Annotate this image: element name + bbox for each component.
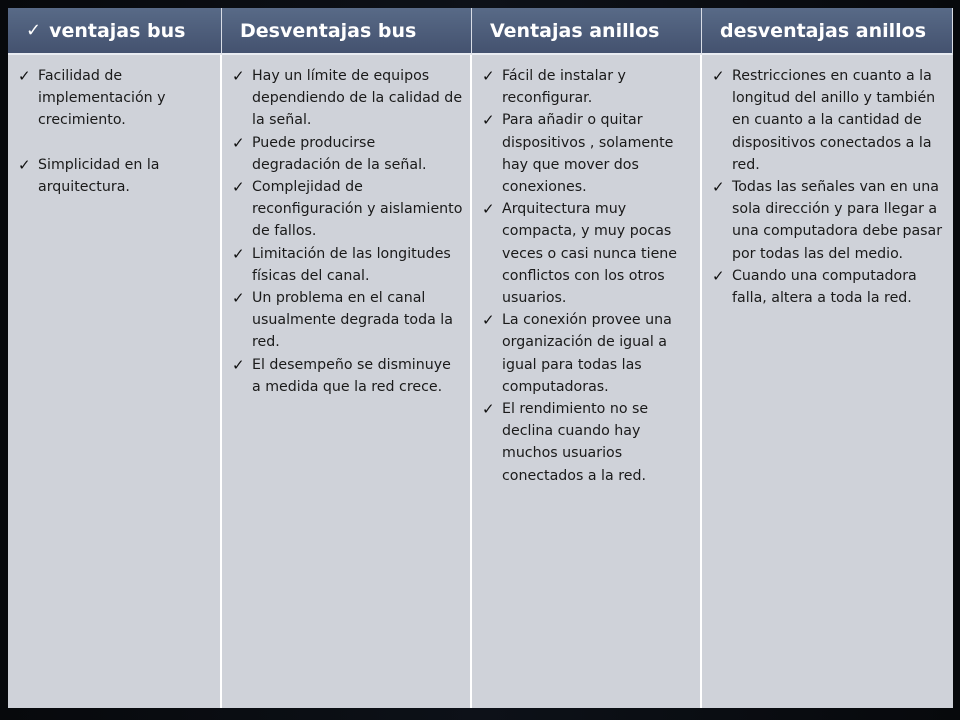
check-mark-icon: ✓ [482, 400, 495, 419]
cell-ventajas-bus [8, 55, 222, 708]
check-mark-icon: ✓ [712, 266, 725, 285]
list-item: ✓ Hay un límite de equipos dependiendo de la calidad de la señal. [232, 67, 463, 129]
list-item: ✓ El rendimiento no se declina cuando hay muchos usuarios conectados a la red. [482, 400, 649, 484]
list-item: ✓ Arquitectura muy compacta, y muy pocas veces o casi nunca tiene conflictos con los otros usuarios. [482, 200, 678, 307]
list-item: ✓ Simplicidad en la arquitectura. [18, 155, 160, 195]
check-mark-icon: ✓ [18, 155, 31, 174]
bullet-list [478, 65, 694, 487]
list-item: ✓ Limitación de las longitudes físicas del canal. [232, 244, 451, 284]
list-item: ✓ El desempeño se disminuye a medida que la red crece. [232, 355, 451, 395]
check-mark-icon: ✓ [232, 289, 245, 308]
list-item: ✓ Puede producirse degradación de la señal. [232, 133, 427, 173]
check-mark-icon: ✓ [232, 67, 245, 85]
check-mark-icon: ✓ [232, 244, 245, 263]
comparison-table [8, 8, 953, 708]
check-mark-icon: ✓ [482, 67, 495, 85]
list-item: ✓ Complejidad de reconfiguración y aislamiento de fallos. [232, 178, 463, 240]
bullet-list [228, 65, 464, 398]
list-item: ✓ Un problema en el canal usualmente degrada toda la red. [232, 289, 453, 351]
check-mark-icon: ✓ [482, 311, 495, 330]
header-desventajas-bus [222, 8, 472, 55]
bullet-list [14, 65, 214, 198]
check-mark-icon: ✓ [482, 200, 495, 219]
header-ventajas-anillos [472, 8, 702, 55]
list-item: ✓ Todas las señales van en una sola dirección y para llegar a una computadora debe pasar por todas las del medio. [712, 178, 943, 262]
list-item: ✓ Fácil de instalar y reconfigurar. [482, 67, 626, 107]
check-mark-icon: ✓ [232, 355, 245, 374]
bullet-list [708, 65, 947, 309]
header-ventajas-bus [8, 8, 222, 55]
check-mark-icon: ✓ [26, 20, 42, 41]
header-label: Ventajas anillos [490, 19, 660, 42]
header-label: ventajas bus [49, 19, 186, 42]
check-mark-icon: ✓ [232, 133, 245, 152]
list-item: ✓ Para añadir o quitar dispositivos , solamente hay que mover dos conexiones. [482, 111, 674, 196]
cell-ventajas-anillos [472, 55, 702, 708]
check-mark-icon: ✓ [712, 178, 725, 197]
check-mark-icon: ✓ [232, 178, 245, 197]
header-desventajas-anillos [702, 8, 953, 55]
header-label: desventajas anillos [720, 19, 927, 42]
list-item: ✓ Facilidad de implementación y crecimiento. [18, 67, 166, 129]
check-mark-icon: ✓ [18, 67, 31, 85]
cell-desventajas-bus [222, 55, 472, 708]
header-label: Desventajas bus [240, 19, 417, 42]
list-item: ✓ La conexión provee una organización de igual a igual para todas las computadoras. [482, 311, 672, 395]
check-mark-icon: ✓ [712, 67, 725, 85]
list-item: ✓ Restricciones en cuanto a la longitud del anillo y también en cuanto a la cantidad de dispositivos conectados a la red. [712, 67, 936, 173]
check-mark-icon: ✓ [482, 111, 495, 130]
list-item: ✓ Cuando una computadora falla, altera a toda la red. [712, 266, 917, 307]
cell-desventajas-anillos [702, 55, 953, 708]
